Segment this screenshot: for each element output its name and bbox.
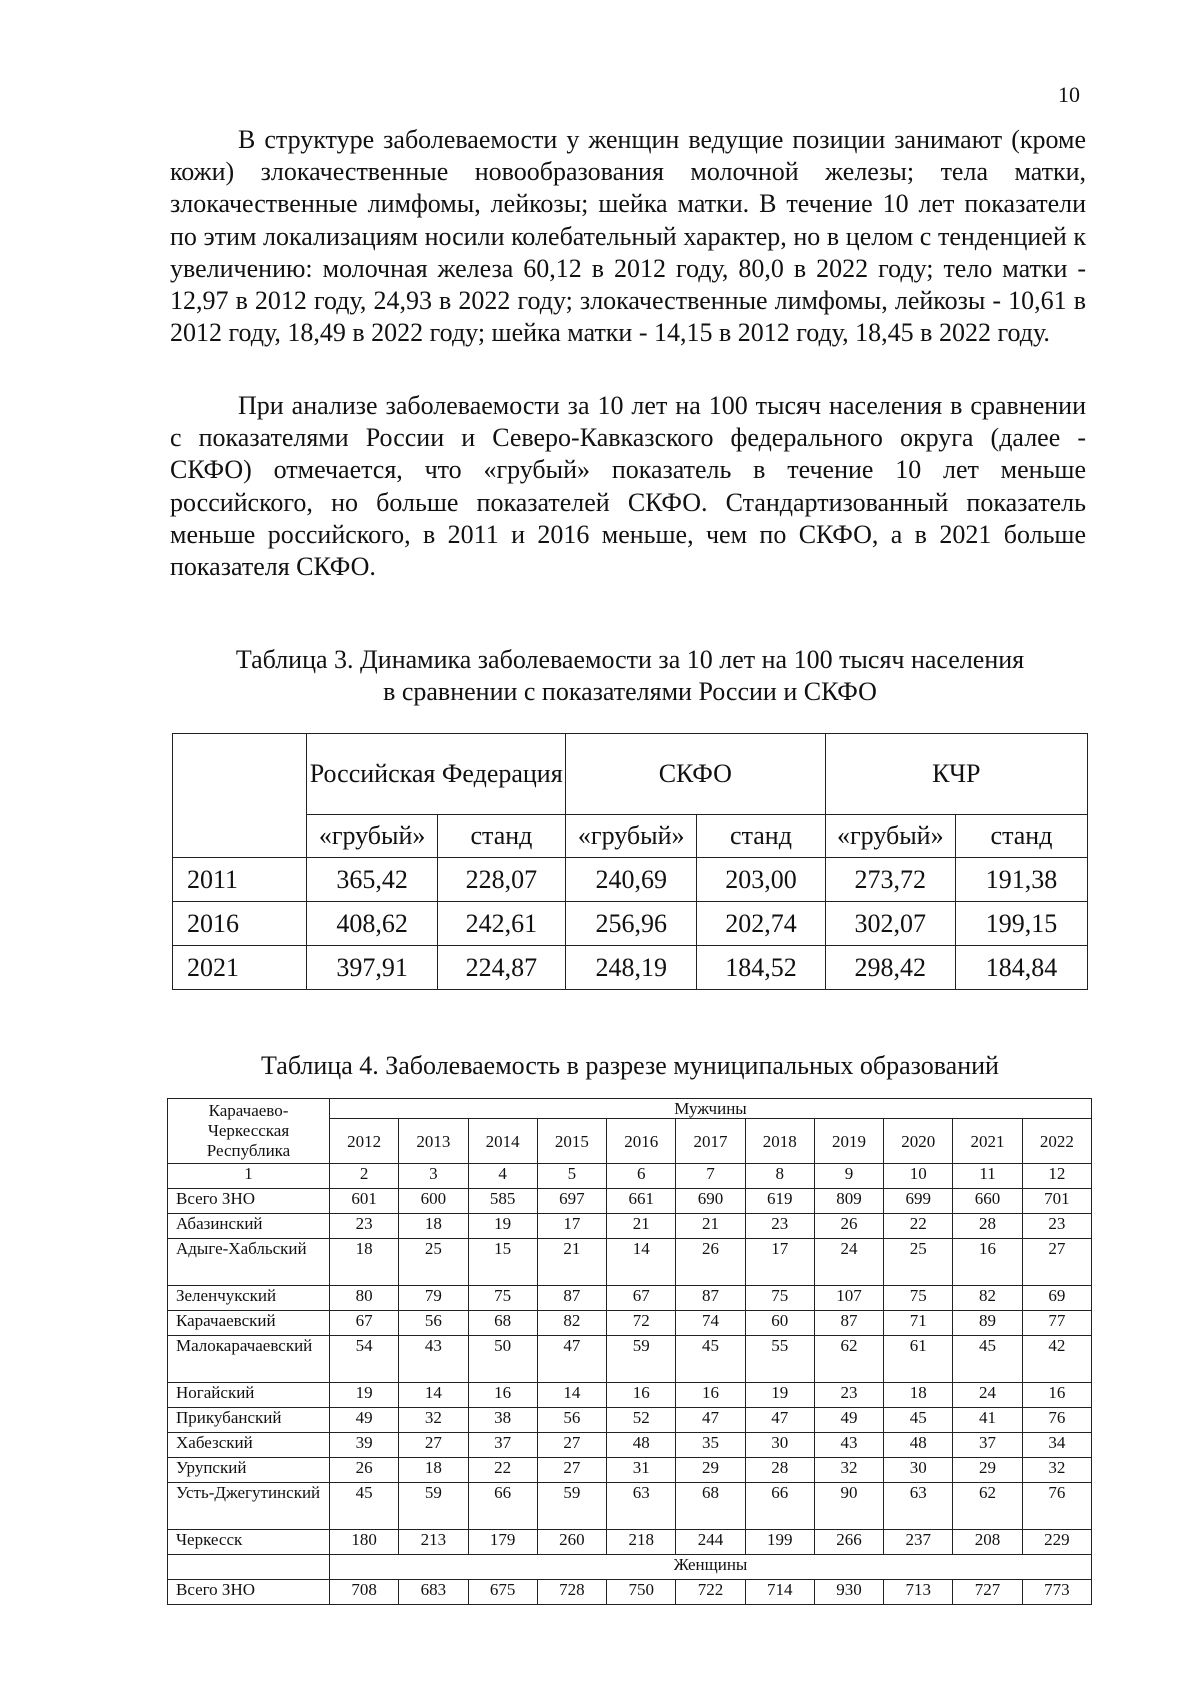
table4-cell: 708 [330, 1580, 399, 1605]
table4-cell: 16 [1022, 1383, 1091, 1408]
table4-row [168, 1408, 1092, 1433]
table4-cell: 59 [607, 1336, 676, 1383]
table3-cell: 256,96 [566, 902, 697, 946]
table4-cell: 35 [676, 1433, 745, 1458]
table4-cell: 713 [884, 1580, 953, 1605]
table3-subheader: «грубый» [566, 815, 697, 858]
table3-cell: 408,62 [307, 902, 437, 946]
table4-cell: 714 [745, 1580, 814, 1605]
page-number: 10 [1058, 82, 1080, 107]
table4-column-number: 2 [330, 1164, 399, 1189]
table4-cell: 32 [814, 1458, 883, 1483]
table4-cell: 22 [468, 1458, 537, 1483]
table4-cell: 56 [399, 1311, 468, 1336]
table4-cell: 180 [330, 1530, 399, 1555]
table4-cell: 208 [953, 1530, 1022, 1555]
table4-year-header: 2012 [330, 1119, 399, 1164]
table4-cell: 22 [884, 1214, 953, 1239]
table4-municipality-name: Малокарачаевский [168, 1336, 330, 1383]
table4-cell: 45 [884, 1408, 953, 1433]
table4-row [168, 1214, 1092, 1239]
table4-municipality-name: Всего ЗНО [168, 1189, 330, 1214]
table4-cell: 19 [745, 1383, 814, 1408]
table4-column-number: 9 [814, 1164, 883, 1189]
table4-caption: Таблица 4. Заболеваемость в разрезе муниципальных образований [261, 1051, 999, 1080]
table4-year-header: 2014 [468, 1119, 537, 1164]
table4-municipality-name: Адыге-Хабльский [168, 1239, 330, 1286]
table4-cell: 930 [814, 1580, 883, 1605]
table3-cell: 184,84 [956, 946, 1088, 990]
table3-year: 2011 [173, 858, 307, 902]
table3-year: 2016 [173, 902, 307, 946]
table4-municipality-name: Урупский [168, 1458, 330, 1483]
table3-cell: 242,61 [437, 902, 565, 946]
table4-year-header: 2019 [814, 1119, 883, 1164]
table4-column-number: 12 [1022, 1164, 1091, 1189]
table4-cell: 54 [330, 1336, 399, 1383]
table4-cell: 29 [676, 1458, 745, 1483]
table4-cell: 62 [814, 1336, 883, 1383]
table4-cell: 87 [676, 1286, 745, 1311]
table4-row [168, 1336, 1092, 1383]
table4-row [168, 1189, 1092, 1214]
table4-row [168, 1311, 1092, 1336]
table4-cell: 66 [745, 1483, 814, 1530]
table4-cell: 26 [330, 1458, 399, 1483]
table4-cell: 63 [607, 1483, 676, 1530]
table4-cell: 18 [884, 1383, 953, 1408]
table4-cell: 16 [468, 1383, 537, 1408]
table4-row [168, 1286, 1092, 1311]
table4-cell: 47 [745, 1408, 814, 1433]
table4-cell: 45 [676, 1336, 745, 1383]
table4-cell: 19 [468, 1214, 537, 1239]
table4-municipality-name: Черкесск [168, 1530, 330, 1555]
table4-cell: 18 [399, 1214, 468, 1239]
table4-cell: 683 [399, 1580, 468, 1605]
table4-cell: 47 [676, 1408, 745, 1433]
table4-cell: 229 [1022, 1530, 1091, 1555]
table4-cell: 45 [330, 1483, 399, 1530]
table4-cell: 15 [468, 1239, 537, 1286]
table4-cell: 79 [399, 1286, 468, 1311]
table4-cell: 25 [399, 1239, 468, 1286]
table4-cell: 49 [814, 1408, 883, 1433]
table3-cell: 397,91 [307, 946, 437, 990]
table3-year: 2021 [173, 946, 307, 990]
table4-cell: 37 [468, 1433, 537, 1458]
table4-cell: 61 [884, 1336, 953, 1383]
table4-cell: 75 [884, 1286, 953, 1311]
table4-cell: 237 [884, 1530, 953, 1555]
table4-cell: 14 [399, 1383, 468, 1408]
table4-cell: 16 [953, 1239, 1022, 1286]
table4-cell: 661 [607, 1189, 676, 1214]
table4-cell: 66 [468, 1483, 537, 1530]
table4-cell: 260 [537, 1530, 606, 1555]
table4-cell: 21 [537, 1239, 606, 1286]
table4-cell: 43 [814, 1433, 883, 1458]
table4-column-number: 4 [468, 1164, 537, 1189]
table4-cell: 218 [607, 1530, 676, 1555]
table4-cell: 25 [884, 1239, 953, 1286]
table4-cell: 28 [953, 1214, 1022, 1239]
table4-cell: 41 [953, 1408, 1022, 1433]
table4-municipality-name: Хабезский [168, 1433, 330, 1458]
table4-cell: 244 [676, 1530, 745, 1555]
table4-cell: 600 [399, 1189, 468, 1214]
table3-cell: 228,07 [437, 858, 565, 902]
table3-row [173, 858, 1088, 902]
table4-cell: 23 [1022, 1214, 1091, 1239]
table3-cell: 240,69 [566, 858, 697, 902]
table4-cell: 16 [676, 1383, 745, 1408]
table3-subheader: станд [697, 815, 825, 858]
table3-subheader: станд [956, 815, 1088, 858]
table4-cell: 21 [676, 1214, 745, 1239]
table4-cell: 34 [1022, 1433, 1091, 1458]
table4-municipality-name: Всего ЗНО [168, 1580, 330, 1605]
table3-cell: 248,19 [566, 946, 697, 990]
table3-row [173, 902, 1088, 946]
table4-cell: 107 [814, 1286, 883, 1311]
table4-cell: 27 [1022, 1239, 1091, 1286]
table4-cell: 80 [330, 1286, 399, 1311]
table3-group-skfo: СКФО [566, 734, 826, 815]
table4-cell: 49 [330, 1408, 399, 1433]
table4-cell: 48 [884, 1433, 953, 1458]
table4-column-number: 7 [676, 1164, 745, 1189]
table4-row [168, 1530, 1092, 1555]
paragraph-women-structure: В структуре заболеваемости у женщин ведущие позиции занимают (кроме кожи) злокачественные новообразования молочной железы; тела матки, злокачественные лимфомы, лейкозы; шейка матки. В течение 10 лет показатели по этим локализациям носили колебательный характер, но в целом с тенденцией к увеличению: молочная железа 60,12 в 2012 году, 80,0 в 2022 году; тело матки - 12,97 в 2012 году, 24,93 в 2022 году; злокачественные лимфомы, лейкозы - 10,61 в 2012 году, 18,49 в 2022 году; шейка матки - 14,15 в 2012 году, 18,45 в 2022 году. [170, 125, 1086, 348]
table4-cell: 75 [745, 1286, 814, 1311]
table3-caption-line2: в сравнении с показателями России и СКФО [383, 677, 877, 706]
table3-subheader: станд [437, 815, 565, 858]
table4-cell: 585 [468, 1189, 537, 1214]
table4-cell: 68 [468, 1311, 537, 1336]
table4-cell: 63 [884, 1483, 953, 1530]
table4-cell: 74 [676, 1311, 745, 1336]
table4-year-header: 2022 [1022, 1119, 1091, 1164]
table4-cell: 89 [953, 1311, 1022, 1336]
table4-cell: 56 [537, 1408, 606, 1433]
table3-subheader: «грубый» [825, 815, 955, 858]
table4-cell: 27 [399, 1433, 468, 1458]
table4-cell: 701 [1022, 1189, 1091, 1214]
table4-cell: 773 [1022, 1580, 1091, 1605]
table4-cell: 45 [953, 1336, 1022, 1383]
table4-cell: 750 [607, 1580, 676, 1605]
table3-cell: 365,42 [307, 858, 437, 902]
table4-cell: 67 [330, 1311, 399, 1336]
table4-cell: 18 [399, 1458, 468, 1483]
table4-cell: 30 [884, 1458, 953, 1483]
table4-cell: 90 [814, 1483, 883, 1530]
table4-cell: 69 [1022, 1286, 1091, 1311]
table4-cell: 619 [745, 1189, 814, 1214]
table4-column-number: 8 [745, 1164, 814, 1189]
table4-municipality-name: Ногайский [168, 1383, 330, 1408]
table4-cell: 47 [537, 1336, 606, 1383]
table4-cell: 213 [399, 1530, 468, 1555]
table4-cell: 48 [607, 1433, 676, 1458]
table4-cell: 50 [468, 1336, 537, 1383]
table4-year-header: 2018 [745, 1119, 814, 1164]
table4-cell: 52 [607, 1408, 676, 1433]
table4-cell: 23 [814, 1383, 883, 1408]
table4-cell: 59 [537, 1483, 606, 1530]
table4-cell: 42 [1022, 1336, 1091, 1383]
table4-cell: 68 [676, 1483, 745, 1530]
table4-cell: 32 [1022, 1458, 1091, 1483]
table4-cell: 28 [745, 1458, 814, 1483]
table4-cell: 38 [468, 1408, 537, 1433]
table4-cell: 59 [399, 1483, 468, 1530]
table4-cell: 87 [537, 1286, 606, 1311]
table4-row [168, 1383, 1092, 1408]
table4-cell: 728 [537, 1580, 606, 1605]
table3-cell: 202,74 [697, 902, 825, 946]
table3-group-rf: Российская Федерация [307, 734, 566, 815]
table4-cell: 199 [745, 1530, 814, 1555]
table4-cell: 14 [537, 1383, 606, 1408]
table4-empty-cell [168, 1555, 330, 1580]
table4-cell: 24 [953, 1383, 1022, 1408]
table3-cell: 302,07 [825, 902, 955, 946]
table4-cell: 14 [607, 1239, 676, 1286]
table4-men-label: Мужчины [330, 1099, 1092, 1119]
table4-cell: 23 [745, 1214, 814, 1239]
table4-cell: 32 [399, 1408, 468, 1433]
table3-caption [150, 644, 1110, 708]
table4-cell: 27 [537, 1458, 606, 1483]
table4-cell: 697 [537, 1189, 606, 1214]
table4-cell: 17 [745, 1239, 814, 1286]
table4-cell: 17 [537, 1214, 606, 1239]
paragraph-comparison: При анализе заболеваемости за 10 лет на 100 тысяч населения в сравнении с показателями России и Северо-Кавказского федерального округа (далее - СКФО) отмечается, что «грубый» показатель в течение 10 лет меньше российского, но больше показателей СКФО. Стандартизованный показатель меньше российского, в 2011 и 2016 меньше, чем по СКФО, а в 2021 больше показателя СКФО. [170, 391, 1086, 582]
table4-cell: 675 [468, 1580, 537, 1605]
table4-row [168, 1239, 1092, 1286]
table4-cell: 660 [953, 1189, 1022, 1214]
table4-cell: 62 [953, 1483, 1022, 1530]
table4-year-header: 2021 [953, 1119, 1022, 1164]
table4-cell: 60 [745, 1311, 814, 1336]
table4-cell: 77 [1022, 1311, 1091, 1336]
table4-cell: 27 [537, 1433, 606, 1458]
table4-municipality-name: Карачаевский [168, 1311, 330, 1336]
table4-cell: 71 [884, 1311, 953, 1336]
table4-row [168, 1580, 1092, 1605]
table4-row [168, 1433, 1092, 1458]
table4-municipality-name: Усть-Джегутинский [168, 1483, 330, 1530]
table4-cell: 87 [814, 1311, 883, 1336]
table4-municipality-name: Прикубанский [168, 1408, 330, 1433]
table4-cell: 39 [330, 1433, 399, 1458]
table3-cell: 203,00 [697, 858, 825, 902]
table3-group-kchr: КЧР [825, 734, 1087, 815]
table4-cell: 26 [814, 1214, 883, 1239]
table4-municipality-name: Абазинский [168, 1214, 330, 1239]
table4-column-number: 10 [884, 1164, 953, 1189]
table4-women-label: Женщины [330, 1555, 1092, 1580]
table3-corner-cell [173, 734, 307, 858]
table4-cell: 55 [745, 1336, 814, 1383]
table3-cell: 298,42 [825, 946, 955, 990]
table4-cell: 18 [330, 1239, 399, 1286]
table4-cell: 19 [330, 1383, 399, 1408]
table4-region-header: Карачаево-Черкесская Республика [168, 1099, 330, 1164]
table3-cell: 224,87 [437, 946, 565, 990]
table4-cell: 179 [468, 1530, 537, 1555]
table4-cell: 16 [607, 1383, 676, 1408]
table4-row [168, 1458, 1092, 1483]
table4-year-header: 2016 [607, 1119, 676, 1164]
table4-cell: 82 [953, 1286, 1022, 1311]
table4-column-number: 6 [607, 1164, 676, 1189]
table4-column-number: 1 [168, 1164, 330, 1189]
table4-cell: 72 [607, 1311, 676, 1336]
table4-year-header: 2013 [399, 1119, 468, 1164]
table4-cell: 601 [330, 1189, 399, 1214]
table4-cell: 24 [814, 1239, 883, 1286]
table3-subheader: «грубый» [307, 815, 437, 858]
table4-cell: 43 [399, 1336, 468, 1383]
table4-cell: 29 [953, 1458, 1022, 1483]
table3-cell: 184,52 [697, 946, 825, 990]
table4-cell: 67 [607, 1286, 676, 1311]
table4-cell: 30 [745, 1433, 814, 1458]
table4-year-header: 2015 [537, 1119, 606, 1164]
table4-cell: 809 [814, 1189, 883, 1214]
table4-cell: 21 [607, 1214, 676, 1239]
table4-cell: 699 [884, 1189, 953, 1214]
table4-cell: 690 [676, 1189, 745, 1214]
table4-cell: 76 [1022, 1408, 1091, 1433]
table4-column-number: 5 [537, 1164, 606, 1189]
table3-cell: 199,15 [956, 902, 1088, 946]
table4-cell: 76 [1022, 1483, 1091, 1530]
table4-cell: 23 [330, 1214, 399, 1239]
table4-year-header: 2017 [676, 1119, 745, 1164]
table4-municipal [167, 1098, 1092, 1605]
table4-cell: 37 [953, 1433, 1022, 1458]
table4-cell: 82 [537, 1311, 606, 1336]
table3-row [173, 946, 1088, 990]
table4-cell: 31 [607, 1458, 676, 1483]
table3-dynamics [172, 733, 1088, 990]
table4-column-number: 11 [953, 1164, 1022, 1189]
table4-year-header: 2020 [884, 1119, 953, 1164]
table3-caption-line1: Таблица 3. Динамика заболеваемости за 10 лет на 100 тысяч населения [235, 645, 1025, 674]
table4-municipality-name: Зеленчукский [168, 1286, 330, 1311]
table4-cell: 727 [953, 1580, 1022, 1605]
table3-cell: 191,38 [956, 858, 1088, 902]
table4-column-number: 3 [399, 1164, 468, 1189]
table4-row [168, 1483, 1092, 1530]
table4-cell: 75 [468, 1286, 537, 1311]
table3-cell: 273,72 [825, 858, 955, 902]
table4-cell: 722 [676, 1580, 745, 1605]
table4-cell: 266 [814, 1530, 883, 1555]
table4-cell: 26 [676, 1239, 745, 1286]
